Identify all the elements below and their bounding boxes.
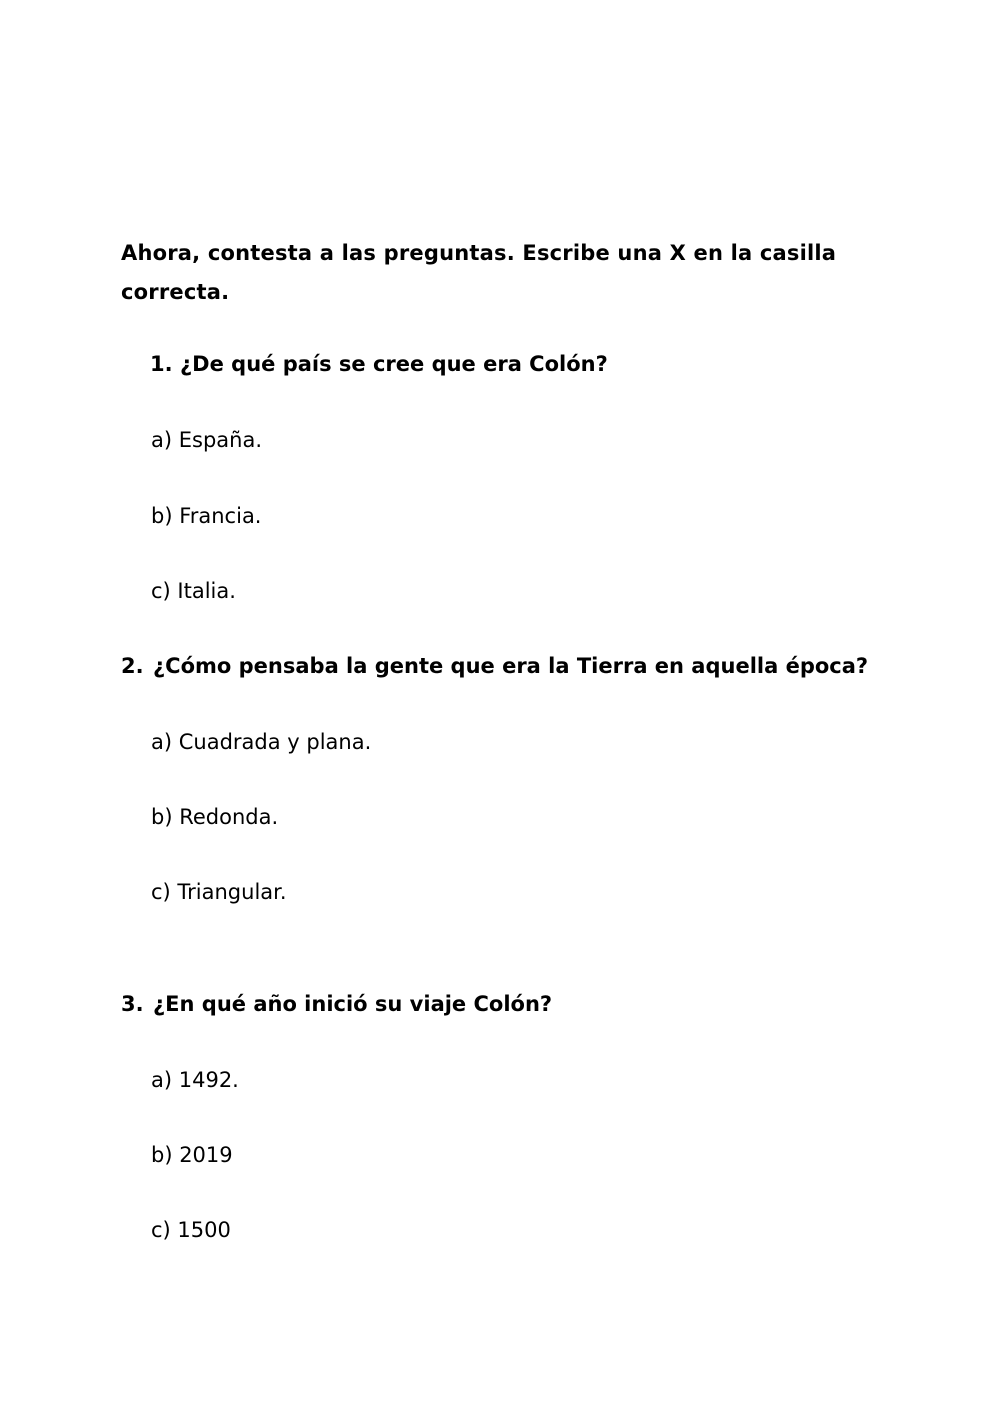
question-1 [150,349,608,379]
question-3 [121,989,552,1019]
option-3c[interactable]: c) 1500 [151,1218,231,1242]
question-number: 1. [150,352,173,376]
option-1a[interactable]: a) España. [151,428,262,452]
option-1b[interactable]: b) Francia. [151,504,262,528]
question-text: ¿Cómo pensaba la gente que era la Tierra en aquella época? [153,654,869,678]
instructions-text: Ahora, contesta a las preguntas. Escribe una X en la casilla correcta. [121,241,837,304]
option-2b[interactable]: b) Redonda. [151,805,279,829]
option-2a[interactable]: a) Cuadrada y plana. [151,730,372,754]
option-2c[interactable]: c) Triangular. [151,880,287,904]
question-number: 3. [121,992,144,1016]
option-1c[interactable]: c) Italia. [151,579,236,603]
question-number: 2. [121,654,144,678]
question-text: ¿En qué año inició su viaje Colón? [153,992,553,1016]
question-2 [121,651,868,681]
option-3b[interactable]: b) 2019 [151,1143,233,1167]
question-text: ¿De qué país se cree que era Colón? [180,352,608,376]
option-3a[interactable]: a) 1492. [151,1068,239,1092]
